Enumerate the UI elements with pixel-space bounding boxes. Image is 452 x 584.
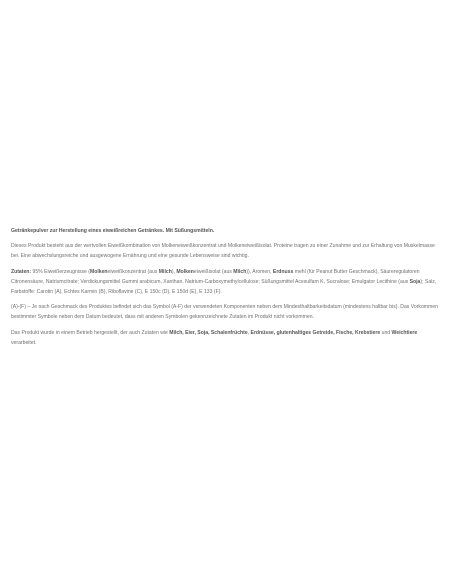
allergen-highlight: Erdnuss [272, 268, 294, 275]
ingredients-text: 95% Eiweißerzeugnisse ( [31, 268, 90, 275]
product-headline: Getränkepulver zur Herstellung eines eiweißreichen Getränkes. Mit Süßungsmitteln. [11, 228, 215, 234]
allergen-highlight: Molken [176, 268, 194, 275]
allergen-text: Das Produkt wurde in einem Betrieb hergestellt, der auch Zutaten wie [11, 329, 170, 336]
allergen-paragraph [11, 328, 443, 348]
ingredients-text: eiweißisolat (aus [193, 268, 234, 275]
allergen-highlight: Erdnüsse, glutenhaltiges Getreide, Fische, Krebstiere [250, 329, 381, 336]
allergen-highlight: Weichtiere [391, 329, 418, 336]
product-description [11, 226, 443, 353]
allergen-highlight: Soja [409, 278, 421, 285]
ingredients-text: )), Aromen, [246, 268, 273, 275]
allergen-text: , [247, 329, 251, 336]
ingredients-text: eiweißkonzentrat (aus [107, 268, 159, 275]
product-description-text: Dieses Produkt besteht aus der wertvollen Eiweißkombination von Molkeneiweißkonzentrat und Molkeneiweißisolat. Proteine tragen zu einer Zunahme und zur Erhaltung von Muskelmasse bei. Eine abwechslungsreiche und ausgewogene Ernährung und eine gesunde Lebensweise sind wichtig. [11, 243, 435, 260]
ingredients-text: mehl (für Peanut Butter Geschmack), Säureregulatoren Citronensäure, Natriumcitrate; Verdickungsmittel Gummi arabicum, Xanthan, Natrium-Carboxymethylcellulose; Süßungsmittel Acesulfam K, Sucralose; Emulgator Lecithine (aus [11, 268, 420, 285]
ingredients-paragraph [11, 267, 443, 298]
flavor-symbol-note: (A)-(F) – Je nach Geschmack des Produktes befindet sich das Symbol (A-F) der verwendeten Komponenten neben dem Mindesthaltbarkeitsdatum (mindestens haltbar bis). Das Vorkommen bestimmter Symbole neben dem Datum bedeutet, dass mit anderen Symbolen gekennzeichnete Zutaten im Produkt nicht vorkommen. [11, 304, 438, 321]
allergen-text: verarbeitet. [11, 339, 37, 346]
allergen-text: und [380, 329, 392, 336]
allergen-highlight: Milch [158, 268, 172, 275]
ingredients-label: Zutaten: [11, 268, 32, 275]
allergen-highlight: Milch [233, 268, 247, 275]
allergen-highlight: Milch, Eier, Soja, Schalenfrüchte [169, 329, 248, 336]
ingredients-text: ); Salz, Farbstoffe: Carotin (A), Echtes Karmin (B), Riboflavine (C), E 150c (D), E 150d (E), E 133 (F). [11, 278, 437, 296]
allergen-highlight: Molken [89, 268, 108, 275]
ingredients-text: ), [171, 268, 177, 275]
